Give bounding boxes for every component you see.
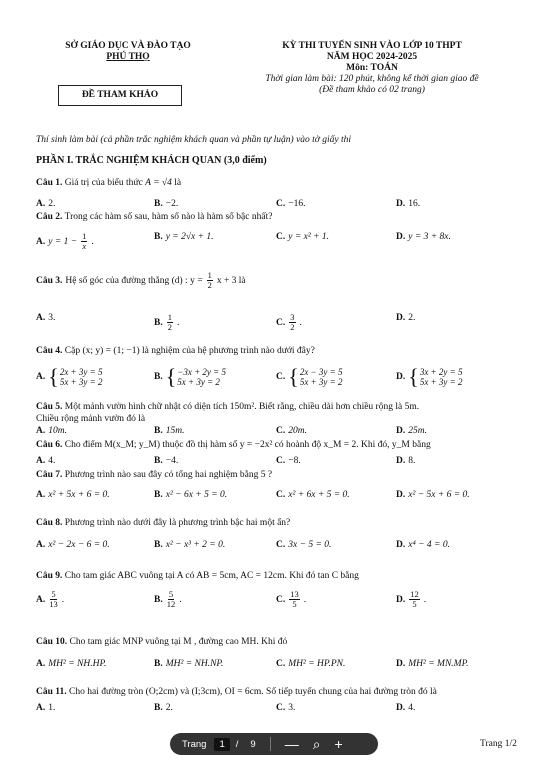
question-10-options: [36, 659, 516, 679]
option-b[interactable]: B. y = 2√x + 1.: [154, 232, 214, 242]
question-7-options: [36, 490, 516, 510]
option-d[interactable]: D. { 3x + 2y = 5 5x + 3y = 2: [396, 364, 463, 389]
option-a[interactable]: A. $\frac{5}{13}$ .: [36, 589, 65, 609]
question-text: Cho hai đường tròn (O;2cm) và (I;3cm), OI = 6cm. Số tiếp tuyến chung của hai đường tròn đó là: [69, 687, 437, 697]
question-4: [36, 346, 315, 356]
option-c[interactable]: C. 20m.: [276, 426, 307, 436]
question-text: Cho tam giác MNP vuông tại M , đường cao MH. Khi đó: [69, 637, 288, 647]
department-header: [48, 41, 208, 63]
page-total: 9: [250, 738, 256, 750]
reference-exam-box: ĐỀ THAM KHẢO: [58, 85, 182, 106]
exam-header: [232, 41, 512, 96]
toolbar-divider: [270, 737, 271, 751]
question-label: Câu 4.: [36, 346, 63, 356]
option-b[interactable]: B. MH² = NH.NP.: [154, 659, 224, 669]
option-b[interactable]: B. −2.: [154, 199, 179, 209]
zoom-icon[interactable]: ⌕: [312, 736, 321, 752]
option-d[interactable]: D. 8.: [396, 456, 416, 466]
option-a[interactable]: A. 1.: [36, 703, 56, 713]
question-6: [36, 440, 431, 450]
question-label: Câu 5.: [36, 402, 63, 412]
option-a[interactable]: A. y = 1 − $\frac{1}{x}$ .: [36, 231, 94, 251]
question-text: Trong các hàm số sau, hàm số nào là hàm số bậc nhất?: [64, 212, 273, 222]
question-text: Cho tam giác ABC vuông tại A có AB = 5cm, AC = 12cm. Khi đó tan C bằng: [64, 571, 359, 581]
instructions: Thí sinh làm bài (cả phần trắc nghiệm khách quan và phần tự luận) vào tờ giấy thi: [36, 135, 352, 145]
question-text-end: x + 3 là: [216, 275, 246, 286]
option-d[interactable]: D. y = 3 + 8x.: [396, 232, 451, 242]
question-9: [36, 571, 359, 581]
time-note: Thời gian làm bài: 120 phút, không kể thời gian giao đề: [265, 74, 479, 84]
option-b[interactable]: B. $\frac{5}{12}$ .: [154, 589, 182, 609]
zoom-out-button[interactable]: —: [284, 736, 299, 752]
option-d[interactable]: D. 16.: [396, 199, 421, 209]
option-a[interactable]: A. 4.: [36, 456, 56, 466]
option-d[interactable]: D. $\frac{12}{5}$ .: [396, 589, 427, 609]
question-text: Cặp (x; y) = (1; −1) là nghiệm của hệ phương trình nào dưới đây?: [64, 346, 315, 356]
question-2: [36, 212, 272, 222]
question-11: [36, 687, 437, 697]
option-a[interactable]: A. 10m.: [36, 426, 67, 436]
option-a[interactable]: A. x² + 5x + 6 = 0.: [36, 490, 110, 500]
pdf-toolbar: [170, 733, 378, 755]
question-10: [36, 637, 287, 647]
question-text: Giá trị của biểu thức: [64, 178, 143, 188]
page-separator: /: [235, 738, 239, 750]
option-b[interactable]: B. 15m.: [154, 426, 185, 436]
question-label: Câu 11.: [36, 687, 67, 697]
option-c[interactable]: C. y = x² + 1.: [276, 232, 329, 242]
question-text: Một mảnh vườn hình chữ nhật có diện tích 150m². Biết rằng, chiều dài hơn chiều rộng là 5m.: [64, 402, 420, 412]
option-d[interactable]: D. 2.: [396, 313, 416, 323]
question-5: [36, 402, 419, 412]
option-d[interactable]: D. x² − 5x + 6 = 0.: [396, 490, 470, 500]
question-9-options: [36, 590, 516, 614]
question-3-options: [36, 313, 516, 333]
page-label: Trang: [182, 738, 207, 750]
option-b[interactable]: B. −4.: [154, 456, 179, 466]
question-expr: A = √4: [145, 178, 172, 188]
question-text: Phương trình nào dưới đây là phương trình bậc hai một ẩn?: [64, 518, 291, 528]
question-tail: là: [174, 178, 182, 188]
question-label: Câu 9.: [36, 571, 63, 581]
question-text: Cho điểm M(x_M; y_M) thuộc đồ thị hàm số y = −2x² có hoành độ x_M = 2. Khi đó, y_M bằng: [64, 440, 431, 450]
question-7: [36, 470, 272, 480]
question-label: Câu 6.: [36, 440, 63, 450]
question-label: Câu 1.: [36, 178, 63, 188]
question-3: Câu 3. Hệ số góc của đường thẳng (d) : y = $\frac{1}{2}$ x + 3 là: [36, 270, 246, 290]
department-name: SỞ GIÁO DỤC VÀ ĐÀO TẠO: [65, 41, 191, 51]
option-a[interactable]: A. 3.: [36, 313, 56, 323]
option-b[interactable]: B. x² − 6x + 5 = 0.: [154, 490, 228, 500]
option-a[interactable]: A. MH² = NH.HP.: [36, 659, 107, 669]
option-c[interactable]: C. −8.: [276, 456, 301, 466]
option-c[interactable]: C. 3.: [276, 703, 296, 713]
option-c[interactable]: C. { 2x − 3y = 5 5x + 3y = 2: [276, 364, 343, 389]
option-a[interactable]: A. x² − 2x − 6 = 0.: [36, 540, 110, 550]
option-d[interactable]: D. 4.: [396, 703, 416, 713]
option-c[interactable]: C. −16.: [276, 199, 306, 209]
question-1: [36, 178, 181, 188]
option-d[interactable]: D. x⁴ − 4 = 0.: [396, 540, 450, 550]
option-b[interactable]: B. $\frac{1}{2}$ .: [154, 312, 180, 332]
option-a[interactable]: A. { 2x + 3y = 5 5x + 3y = 2: [36, 364, 103, 389]
question-text: Phương trình nào sau đây có tổng hai nghiệm bằng 5 ?: [64, 470, 273, 480]
question-label: Câu 10.: [36, 637, 68, 647]
zoom-in-button[interactable]: +: [334, 736, 343, 752]
question-2-options: [36, 232, 516, 252]
question-8-options: [36, 540, 516, 560]
question-label: Câu 8.: [36, 518, 63, 528]
question-8: [36, 518, 290, 528]
option-d[interactable]: D. MH² = MN.MP.: [396, 659, 469, 669]
question-label: Câu 2.: [36, 212, 63, 222]
option-c[interactable]: C. MH² = HP.PN.: [276, 659, 346, 669]
pages-note: (Đề tham khảo có 02 trang): [319, 85, 425, 95]
option-b[interactable]: B. x² − x³ + 2 = 0.: [154, 540, 226, 550]
option-c[interactable]: C. $\frac{3}{2}$ .: [276, 312, 302, 332]
option-a[interactable]: A. 2.: [36, 199, 56, 209]
part-title: PHẦN I. TRẮC NGHIỆM KHÁCH QUAN (3,0 điểm): [36, 155, 267, 166]
exam-title: KỲ THI TUYỂN SINH VÀO LỚP 10 THPT: [282, 41, 462, 51]
province-name: PHÚ THỌ: [106, 52, 150, 62]
option-c[interactable]: C. $\frac{13}{5}$ .: [276, 589, 307, 609]
question-4-options: [36, 364, 516, 393]
option-b[interactable]: B. { −3x + 2y = 5 5x + 3y = 2: [154, 364, 226, 389]
option-c[interactable]: C. x² + 6x + 5 = 0.: [276, 490, 350, 500]
option-c[interactable]: C. 3x − 5 = 0.: [276, 540, 332, 550]
question-label: Câu 7.: [36, 470, 63, 480]
school-year: NĂM HỌC 2024-2025: [326, 52, 418, 62]
question-5-line2: Chiều rộng mảnh vườn đó là: [36, 414, 146, 424]
option-b[interactable]: B. 2.: [154, 703, 173, 713]
question-label: Câu 3.: [36, 275, 63, 286]
subject: Môn: TOÁN: [346, 63, 398, 73]
page-number-input[interactable]: 1: [214, 738, 229, 751]
question-text: Hệ số góc của đường thẳng (d) : y =: [65, 275, 203, 286]
question-11-options: [36, 703, 516, 723]
page-footer: Trang 1/2: [480, 739, 517, 749]
option-d[interactable]: D. 25m.: [396, 426, 427, 436]
